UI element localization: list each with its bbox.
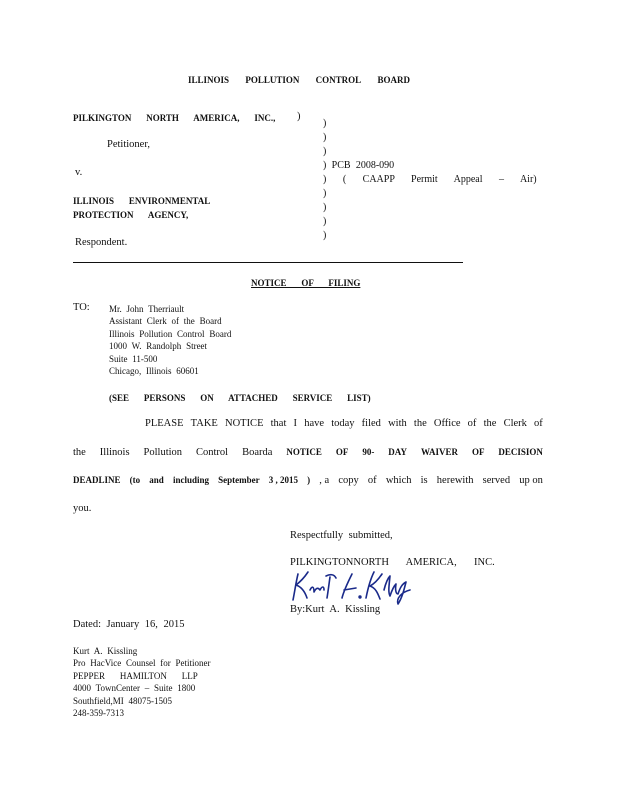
body-word-bold: including <box>172 475 209 485</box>
body-word-bold: OF <box>471 447 485 457</box>
dated-line: Dated: January 16, 2015 <box>73 619 185 630</box>
body-word: copy <box>338 475 359 486</box>
body-word-bold: DAY <box>388 447 407 457</box>
signed-by: By:Kurt A. Kissling <box>290 604 381 615</box>
addressee-line: Suite 11-500 <box>109 353 158 364</box>
body-word: with <box>388 418 407 429</box>
petitioner-paren: ) <box>297 111 301 122</box>
caption-paren: ) <box>323 216 327 227</box>
caption-paren: ) <box>323 146 327 157</box>
body-word: the <box>73 447 86 458</box>
counsel-line: Pro HacVice Counsel for Petitioner <box>73 658 211 669</box>
caption-paren: ) <box>323 230 327 241</box>
addressee-line: 1000 W. Randolph Street <box>109 341 208 352</box>
body-word: NOTICE <box>224 418 264 429</box>
body-word: , a <box>319 475 330 486</box>
body-word: Illinois <box>99 447 130 458</box>
caption-paren: ) <box>323 132 327 143</box>
caption-paren: ) <box>323 118 327 129</box>
body-word-bold: 3 , 2015 <box>268 475 299 485</box>
body-word: the <box>483 418 497 429</box>
body-line-2 <box>73 447 543 458</box>
petitioner-name: PILKINGTON NORTH AMERICA, INC., <box>73 113 276 123</box>
counsel-line: PEPPER HAMILTON LLP <box>73 670 198 681</box>
board-title-word: POLLUTION <box>245 75 300 85</box>
body-word-bold: DECISION <box>498 447 543 457</box>
addressee-line: Assistant Clerk of the Board <box>109 316 222 327</box>
body-word: Boarda <box>242 447 273 458</box>
body-word: of <box>367 475 377 486</box>
body-word: is <box>420 475 428 486</box>
body-word-bold: September <box>218 475 260 485</box>
counsel-line: Kurt A. Kissling <box>73 646 138 656</box>
addressee-line: Chicago, Illinois 60601 <box>109 366 199 377</box>
body-word: have <box>304 418 325 429</box>
body-word: today <box>331 418 355 429</box>
body-line-3 <box>73 475 543 486</box>
to-label: TO: <box>73 302 90 313</box>
caption-parentheses <box>323 117 537 243</box>
body-word-bold: DEADLINE <box>73 475 121 485</box>
notice-title: NOTICE OF FILING <box>251 278 361 288</box>
respondent-name-line2: PROTECTION AGENCY, <box>73 210 189 220</box>
body-word: that <box>270 418 287 429</box>
counsel-block <box>73 645 211 719</box>
company-name: PILKINGTONNORTH AMERICA, INC. <box>290 557 495 568</box>
caption-paren: ) <box>323 188 327 199</box>
board-title-word: ILLINOIS <box>188 75 230 85</box>
body-word: I <box>293 418 298 429</box>
caption-paren: ) <box>323 202 327 213</box>
body-word: Pollution <box>143 447 183 458</box>
respondent-role: Respondent. <box>75 237 128 248</box>
body-word: TAKE <box>190 418 218 429</box>
addressee-line: Mr. John Therriault <box>109 304 185 314</box>
body-word: of <box>534 418 543 429</box>
body-word: of <box>467 418 477 429</box>
versus-label: v. <box>75 167 83 178</box>
addressee-block <box>109 303 231 377</box>
respondent-name-line1: ILLINOIS ENVIRONMENTAL <box>73 196 211 206</box>
body-word: the <box>413 418 427 429</box>
body-word-bold: ) <box>307 475 311 485</box>
caption-divider <box>73 262 463 263</box>
body-word-bold: OF <box>335 447 349 457</box>
case-number: ) PCB 2008-090 <box>323 160 395 171</box>
board-title <box>188 75 410 85</box>
body-word: PLEASE <box>145 418 184 429</box>
body-word: Control <box>196 447 229 458</box>
counsel-line: 4000 TownCenter – Suite 1800 <box>73 683 196 694</box>
board-title-word: CONTROL <box>315 75 362 85</box>
body-word-bold: NOTICE <box>286 447 322 457</box>
petitioner-role: Petitioner, <box>107 139 151 150</box>
body-line-4: you. <box>73 503 92 514</box>
service-list-note: (SEE PERSONS ON ATTACHED SERVICE LIST) <box>109 393 371 403</box>
body-word: Office <box>433 418 461 429</box>
body-word: which <box>385 475 412 486</box>
counsel-line: Southfield,MI 48075-1505 <box>73 695 173 706</box>
body-word-bold: 90- <box>362 447 375 457</box>
body-word-bold: (to <box>129 475 141 485</box>
body-word-bold: WAIVER <box>420 447 458 457</box>
addressee-line: Illinois Pollution Control Board <box>109 328 232 339</box>
body-line-1 <box>145 418 543 429</box>
respectfully-submitted: Respectfully submitted, <box>290 530 393 541</box>
body-word: served <box>482 475 511 486</box>
body-word: filed <box>361 418 381 429</box>
body-word: herewith <box>436 475 474 486</box>
case-type: ) ( CAAPP Permit Appeal – Air) <box>323 174 537 185</box>
signature <box>290 568 430 606</box>
board-title-word: BOARD <box>377 75 410 85</box>
body-word: Clerk <box>503 418 527 429</box>
counsel-line: 248-359-7313 <box>73 708 124 719</box>
body-word-bold: and <box>149 475 164 485</box>
body-word: up on <box>519 475 543 486</box>
